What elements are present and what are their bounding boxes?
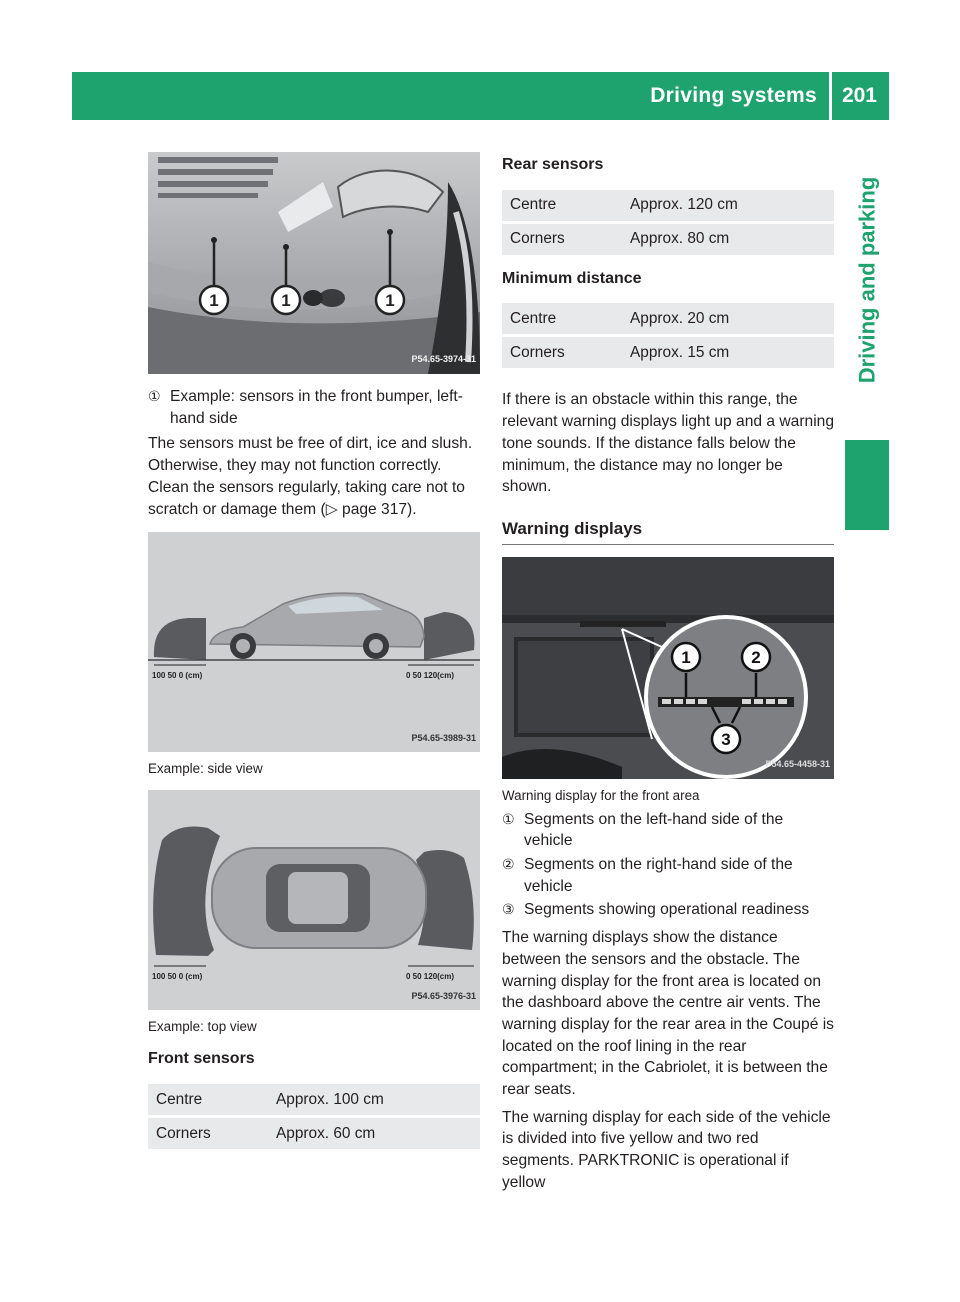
item-number: ① [502, 810, 515, 827]
item-number: ① [148, 388, 161, 404]
figure-caption: Example: top view [148, 1019, 257, 1035]
header-bar [72, 72, 889, 120]
figure-code: P54.65-4458-31 [765, 758, 830, 769]
figure-code: P54.65-3989-31 [411, 732, 476, 743]
front-bumper-figure [148, 152, 480, 374]
figure-caption: Warning display for the front area [502, 787, 700, 803]
scale-label-front: 100 50 0 (cm) [152, 671, 203, 681]
scale-label-rear: 0 50 120(cm) [406, 671, 455, 681]
warning-display-figure [502, 557, 834, 779]
side-view-figure [148, 532, 480, 752]
figure-caption: Example: side view [148, 761, 263, 777]
minimum-distance-table [502, 303, 834, 371]
scale-label-rear: 0 50 120(cm) [406, 972, 455, 982]
table-row [148, 1084, 480, 1117]
legend-item [148, 386, 480, 429]
item-text: Segments on the left-hand side of the vehicle [524, 810, 784, 850]
left-column [148, 152, 480, 1162]
row-label: Centre [502, 303, 622, 336]
front-sensors-heading: Front sensors [148, 1050, 255, 1068]
chapter-label: Driving and parking [854, 176, 879, 384]
display-marker-label: 2 [751, 647, 761, 667]
row-value: Approx. 15 cm [622, 336, 834, 370]
row-label: Corners [148, 1116, 268, 1150]
row-value: Approx. 120 cm [622, 190, 834, 223]
warning-displays-heading: Warning displays [502, 518, 834, 545]
legend-item [502, 899, 834, 921]
display-location-paragraph: The warning displays show the distance between the sensors and the obstacle. The warning display for the front area is located on the dashboard above the centre air vents. The warning display for the rear area in the Coupé is located on the roof lining in the rear compartment; in the Cabriolet, it is between the rear seats. [502, 929, 834, 1099]
sensor-marker-label: 1 [281, 291, 291, 310]
item-number: ③ [502, 901, 515, 918]
rear-sensors-table [502, 190, 834, 258]
row-label: Corners [502, 222, 622, 256]
page-number: 201 [841, 84, 877, 107]
sensor-marker-label: 1 [209, 291, 219, 310]
front-bumper-illustration [148, 152, 480, 374]
table-row [502, 190, 834, 223]
segments-paragraph: The warning display for each side of the vehicle is divided into five yellow and two red segments. PARKTRONIC is operational if yellow [502, 1108, 831, 1191]
row-value: Approx. 80 cm [622, 222, 834, 256]
sensor-care-paragraph: The sensors must be free of dirt, ice and slush. Otherwise, they may not function correctly. Clean the sensors regularly, taking care not to scratch or damage them [148, 435, 473, 518]
row-value: Approx. 60 cm [268, 1116, 480, 1150]
table-row [502, 336, 834, 370]
item-text: Segments on the right-hand side of the vehicle [524, 856, 793, 895]
figure-code: P54.65-3976-31 [411, 990, 476, 1001]
sensor-marker-label: 1 [385, 291, 395, 310]
item-text: Example: sensors in the front bumper, left-hand side [170, 388, 463, 427]
display-marker-label: 1 [681, 647, 691, 667]
row-label: Centre [148, 1084, 268, 1117]
obstacle-range-paragraph: If there is an obstacle within this range, the relevant warning displays light up and a warning tone sounds. If the distance falls below the minimum, the distance may no longer be shown. [502, 391, 834, 496]
display-marker-label: 3 [721, 729, 731, 749]
chapter-tab [845, 135, 889, 425]
top-view-figure [148, 790, 480, 1010]
warning-display-illustration [502, 557, 834, 779]
page-reference-link[interactable]: (▷ page 317). [320, 500, 417, 518]
minimum-distance-heading: Minimum distance [502, 269, 642, 287]
table-row [502, 222, 834, 256]
figure-code: P54.65-3974-31 [411, 354, 476, 365]
item-text: Segments showing operational readiness [524, 901, 810, 919]
front-sensors-table [148, 1084, 480, 1152]
row-label: Corners [502, 336, 622, 370]
section-title: Driving systems [650, 84, 817, 107]
legend-item [502, 809, 834, 852]
legend-item [502, 854, 834, 897]
right-column [502, 152, 834, 1200]
top-view-illustration [148, 790, 480, 1010]
row-label: Centre [502, 190, 622, 223]
table-row [502, 303, 834, 336]
row-value: Approx. 100 cm [268, 1084, 480, 1117]
table-row [148, 1116, 480, 1150]
row-value: Approx. 20 cm [622, 303, 834, 336]
side-view-illustration [148, 532, 480, 752]
item-number: ② [502, 856, 515, 873]
chapter-marker-block [845, 440, 889, 530]
scale-label-front: 100 50 0 (cm) [152, 972, 203, 982]
rear-sensors-heading: Rear sensors [502, 156, 604, 173]
